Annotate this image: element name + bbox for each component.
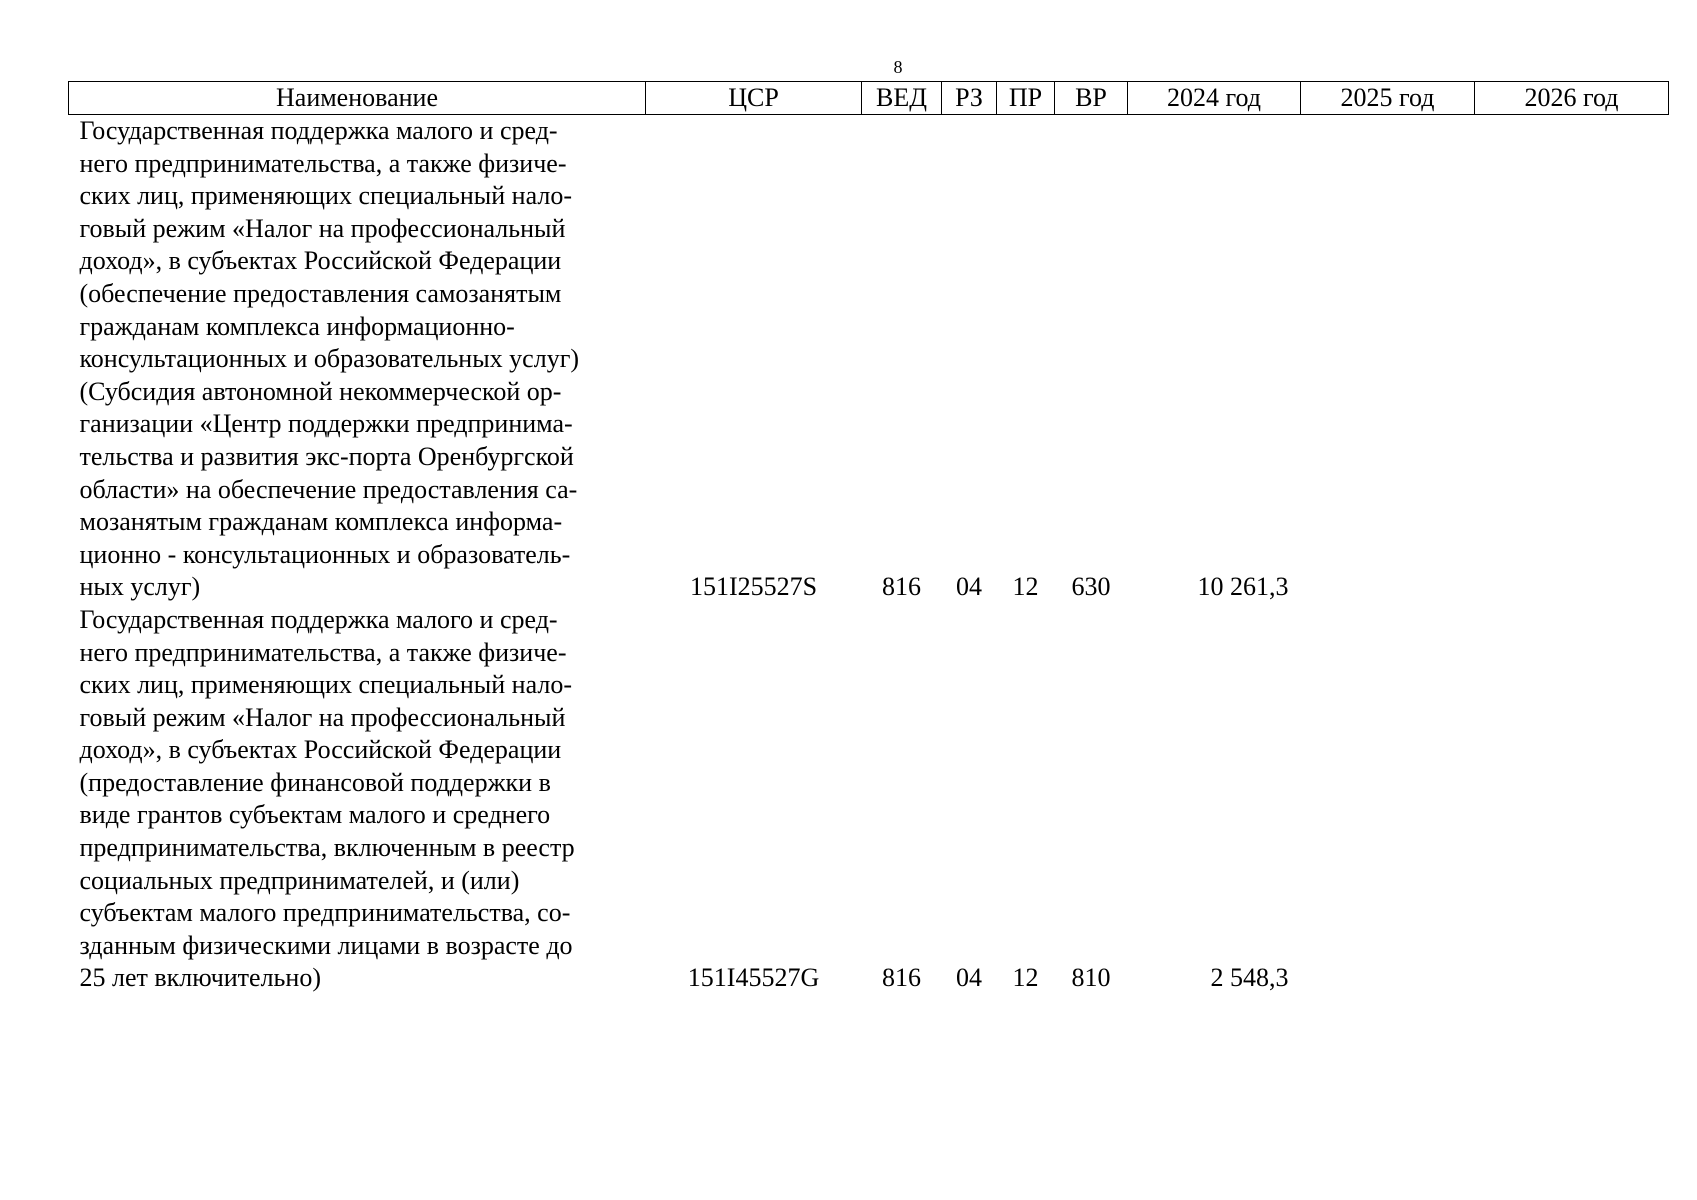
row-name-line: тельства и развития экс-порта Оренбургской xyxy=(79,441,574,471)
row-name-line: Государственная поддержка малого и сред- xyxy=(79,116,558,145)
table-header-row xyxy=(69,82,1669,115)
header-2026: 2026 год xyxy=(1475,82,1669,115)
row-vr: 810 xyxy=(1071,963,1111,993)
row-name-line: говый режим «Налог на профессиональный xyxy=(79,702,566,732)
row-name-line: мозанятым гражданам комплекса информа- xyxy=(79,507,563,537)
row-name-line: ных услуг) xyxy=(79,572,201,602)
header-csr: ЦСР xyxy=(646,82,862,115)
header-rz: РЗ xyxy=(942,82,997,115)
row-name-line: гражданам комплекса информационно- xyxy=(79,311,515,341)
row-name-line: предпринимательства, включенным в реестр xyxy=(79,833,575,863)
row-name-line: (обеспечение предоставления самозанятым xyxy=(79,278,562,308)
row-amount-2026 xyxy=(1475,115,1669,604)
header-name: Наименование xyxy=(69,82,646,115)
row-name-line: (предоставление финансовой поддержки в xyxy=(79,767,551,797)
row-name-line: ских лиц, применяющих специальный нало- xyxy=(79,670,572,700)
row-name-line: 25 лет включительно) xyxy=(79,963,321,993)
row-ved: 816 xyxy=(882,572,921,602)
row-amount-2025 xyxy=(1301,115,1475,604)
row-name-line: ционно - консультационных и образователь- xyxy=(79,539,571,569)
row-name-line: виде грантов субъектам малого и среднего xyxy=(79,800,551,830)
row-name-line: области» на обеспечение предоставления са- xyxy=(79,474,578,504)
row-rz: 04 xyxy=(956,963,982,993)
table-row xyxy=(69,115,1669,604)
row-name-line: зданным физическими лицами в возрасте до xyxy=(79,930,573,960)
row-name-line: ских лиц, применяющих специальный нало- xyxy=(79,181,572,211)
row-pr: 12 xyxy=(1012,963,1039,993)
table-row xyxy=(69,604,1669,995)
row-name-line: говый режим «Налог на профессиональный xyxy=(79,213,566,243)
row-name-line: Государственная поддержка малого и сред- xyxy=(79,604,558,634)
row-vr: 630 xyxy=(1071,572,1111,602)
header-2025: 2025 год xyxy=(1301,82,1475,115)
row-name-line: него предпринимательства, а также физиче- xyxy=(79,148,567,178)
row-rz: 04 xyxy=(956,572,982,602)
row-name-line: субъектам малого предпринимательства, со- xyxy=(79,898,571,928)
row-name-line: (Субсидия автономной некоммерческой ор- xyxy=(79,376,562,406)
row-name-line: него предпринимательства, а также физиче- xyxy=(79,637,567,667)
row-name-line: ганизации «Центр поддержки предпринима- xyxy=(79,409,573,439)
row-amount-2025 xyxy=(1301,604,1475,995)
row-name-line: социальных предпринимателей, и (или) xyxy=(79,865,520,895)
row-amount-2024: 2 548,3 xyxy=(1210,963,1289,993)
row-ved: 816 xyxy=(882,963,921,993)
header-ved: ВЕД xyxy=(862,82,942,115)
row-name-line: доход», в субъектах Российской Федерации xyxy=(79,246,562,276)
row-amount-2024: 10 261,3 xyxy=(1197,572,1289,602)
header-vr: ВР xyxy=(1055,82,1128,115)
row-amount-2026 xyxy=(1475,604,1669,995)
row-csr: 151I25527S xyxy=(689,572,818,602)
header-pr: ПР xyxy=(997,82,1055,115)
row-name xyxy=(69,115,646,604)
row-name xyxy=(69,604,646,995)
budget-table xyxy=(68,81,1669,995)
row-name-line: консультационных и образовательных услуг) xyxy=(79,344,580,374)
row-csr: 151I45527G xyxy=(687,963,820,993)
row-name-line: доход», в субъектах Российской Федерации xyxy=(79,735,562,765)
header-2024: 2024 год xyxy=(1128,82,1301,115)
page-number: 8 xyxy=(893,57,903,77)
row-pr: 12 xyxy=(1012,572,1039,602)
